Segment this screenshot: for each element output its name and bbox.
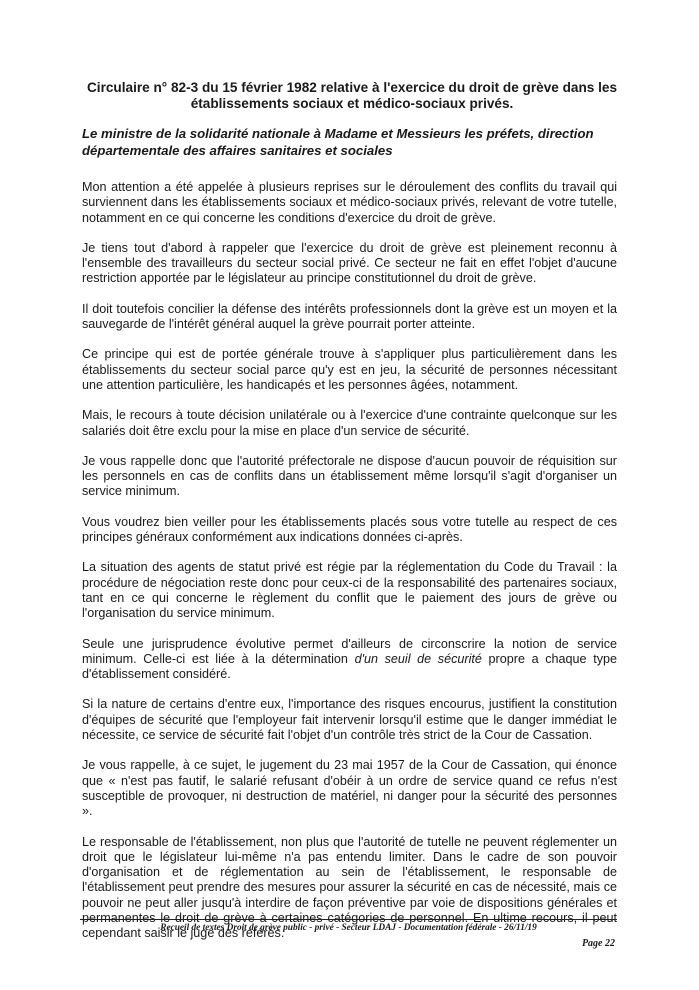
- document-title: Circulaire n° 82-3 du 15 février 1982 relative à l'exercice du droit de grève dans les établissements sociaux et médico-sociaux privés.: [86, 80, 618, 111]
- paragraph: Mon attention a été appelée à plusieurs reprises sur le déroulement des conflits du travail qui surviennent dans les établissements sociaux et médico-sociaux privés, relevant de votre tutelle, notamment en ce qui concerne les conditions d'exercice du droit de grève.: [82, 180, 617, 225]
- emphasis-text: d'un seuil de sécurité: [354, 651, 482, 666]
- document-body: [82, 180, 617, 957]
- paragraph: [82, 637, 617, 683]
- paragraph: Je tiens tout d'abord à rappeler que l'exercice du droit de grève est pleinement reconnu à l'ensemble des travailleurs du secteur social privé. Ce secteur ne fait en effet l'objet d'aucune restriction apportée par le législateur au principe constitutionnel du droit de grève.: [82, 240, 617, 286]
- paragraph: La situation des agents de statut privé est régie par la réglementation du Code du Travail : la procédure de négociation reste donc pour ceux-ci de la responsabilité des partenaires sociaux, tant en ce qui concerne le règlement du conflit que le paiement des jours de grève ou l'organisation du service minimum.: [82, 560, 617, 621]
- page-number: Page 22: [581, 938, 615, 949]
- paragraph: Je vous rappelle donc que l'autorité préfectorale ne dispose d'aucun pouvoir de réquisition sur les personnels en cas de conflits dans un établissement même lorsqu'il s'agit d'organiser un service minimum.: [82, 453, 617, 499]
- paragraph: Il doit toutefois concilier la défense des intérêts professionnels dont la grève est un moyen et la sauvegarde de l'intérêt général auquel la grève pourrait porter atteinte.: [82, 301, 617, 332]
- footer-text: Recueil de textes Droit de grève public - privé - Secteur LDAJ - Documentation fédérale - 26/11/19: [160, 923, 537, 933]
- paragraph: Vous voudrez bien veiller pour les établissements placés sous votre tutelle au respect de ces principes généraux conformément aux indications données ci-après.: [82, 514, 617, 545]
- paragraph: Le responsable de l'établissement, non plus que l'autorité de tutelle ne peuvent réglementer un droit que le législateur lui-même n'a pas entendu limiter. Dans le cadre de son pouvoir d'organisation et de réglementation au sein de l'établissement, le responsable de l'établissement peut prendre des mesures pour assurer la sécurité en cas de nécessité, mais ce pouvoir ne peut aller jusqu'à interdire de façon préventive par voie de dispositions générales et permanentes le droit de grève à certaines catégories de personnel. En ultime recours, il peut cependant saisir le juge des référés.: [82, 834, 617, 941]
- addressee-line: Le ministre de la solidarité nationale à Madame et Messieurs les préfets, direction départementale des affaires sanitaires et sociales: [82, 126, 594, 158]
- paragraph: Ce principe qui est de portée générale trouve à s'appliquer plus particulièrement dans les établissements du secteur social parce qu'y est en jeu, la sécurité de personnes nécessitant une attention particulière, les handicapés et les personnes âgées, notamment.: [82, 347, 617, 392]
- paragraph: Je vous rappelle, à ce sujet, le jugement du 23 mai 1957 de la Cour de Cassation, qui énonce que « n'est pas fautif, le salarié refusant d'obéir à un ordre de service quand ce refus n'est susceptible de provoquer, ni destruction de matériel, ni danger pour la sécurité des personnes ».: [82, 758, 617, 819]
- paragraph-text: Seule une jurisprudence évolutive permet d'ailleurs de circonscrire la notion de service minimum. Celle-ci est liée à la détermination: [82, 636, 617, 666]
- paragraph: Mais, le recours à toute décision unilatérale ou à l'exercice d'une contrainte quelconque sur les salariés doit être exclu pour la mise en place d'un service de sécurité.: [82, 408, 617, 438]
- paragraph: Si la nature de certains d'entre eux, l'importance des risques encourus, justifient la constitution d'équipes de sécurité que l'employeur fait intervenir lorsqu'il estime que le danger immédiat le nécessite, ce service de sécurité fait l'objet d'un contrôle très strict de la Cour de Cassation.: [82, 697, 617, 743]
- footer-divider: [80, 919, 617, 920]
- paragraph-text: propre a chaque type d'établissement considéré.: [82, 651, 617, 682]
